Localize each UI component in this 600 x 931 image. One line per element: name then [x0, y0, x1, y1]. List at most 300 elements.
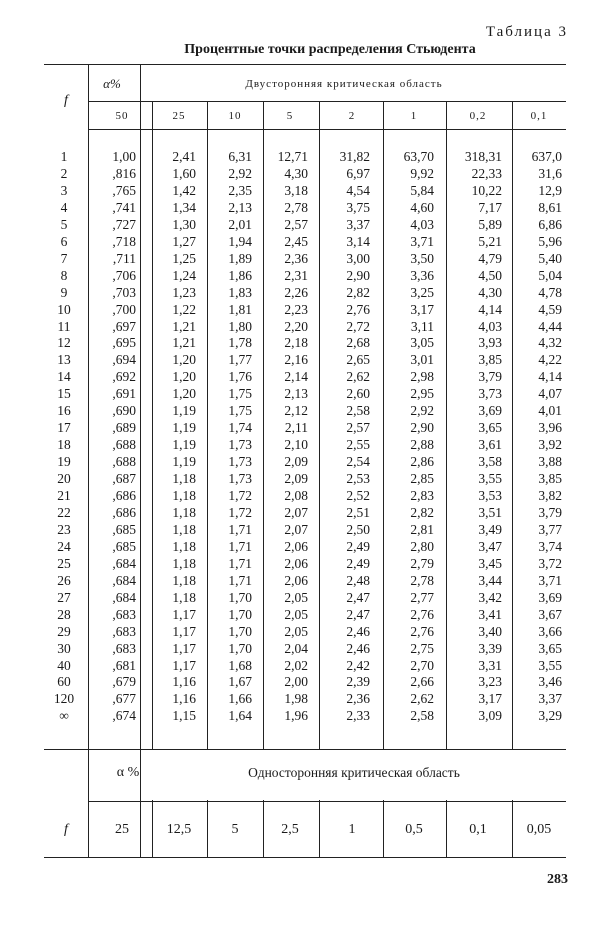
critical-value: 3,65	[538, 640, 562, 656]
critical-value: 2,92	[410, 403, 434, 419]
critical-value: 2,20	[284, 318, 308, 334]
column-divider	[207, 101, 208, 857]
column-divider	[383, 101, 384, 857]
degrees-of-freedom: 28	[57, 606, 71, 622]
critical-value: 2,47	[346, 606, 370, 622]
critical-value: 5,89	[478, 216, 502, 232]
critical-value: 31,82	[339, 149, 370, 164]
critical-value: 3,61	[478, 437, 502, 453]
critical-value: 1,83	[228, 284, 252, 300]
critical-value: 5,04	[538, 267, 562, 283]
degrees-of-freedom: 12	[57, 335, 71, 351]
table-row	[44, 708, 566, 725]
degrees-of-freedom: 13	[57, 352, 71, 368]
critical-value: 3,01	[410, 352, 434, 368]
critical-value: 3,37	[538, 691, 562, 707]
critical-value: 2,10	[284, 437, 308, 453]
degrees-of-freedom: 14	[57, 369, 71, 385]
critical-value: 1,68	[228, 657, 252, 673]
critical-value: ,692	[112, 369, 136, 385]
table-row	[44, 471, 566, 488]
critical-value: 3,40	[478, 623, 502, 639]
critical-value: 3,66	[538, 623, 562, 639]
critical-value: 2,35	[228, 182, 252, 198]
critical-value: 2,88	[410, 437, 434, 453]
critical-value: 2,76	[410, 623, 434, 639]
table-row	[44, 183, 566, 200]
critical-value: ,700	[112, 301, 136, 317]
critical-value: 4,44	[538, 318, 562, 334]
critical-value: 3,71	[410, 233, 434, 249]
critical-value: 2,78	[410, 572, 434, 588]
critical-value: 4,30	[478, 284, 502, 300]
critical-value: ,690	[112, 403, 136, 419]
critical-value: 2,08	[284, 488, 308, 503]
critical-value: 2,72	[346, 318, 370, 334]
level-header: 10	[228, 110, 242, 122]
critical-value: 2,06	[284, 572, 308, 588]
table-row	[44, 674, 566, 691]
critical-value: 2,90	[346, 267, 370, 283]
critical-value: 2,51	[346, 504, 370, 520]
critical-value: 2,58	[346, 403, 370, 419]
critical-value: 2,50	[346, 521, 370, 537]
critical-value: 3,23	[478, 674, 502, 690]
table-row	[44, 200, 566, 217]
critical-value: 2,57	[284, 216, 308, 232]
critical-value: 2,02	[284, 657, 308, 673]
table-row	[44, 319, 566, 336]
critical-value: ,689	[112, 420, 136, 436]
critical-value: 2,83	[410, 488, 434, 503]
critical-value: 2,52	[346, 488, 370, 503]
critical-value: ,697	[112, 318, 136, 334]
degrees-of-freedom: 19	[57, 454, 71, 470]
critical-value: 2,58	[410, 708, 434, 724]
critical-value: 3,85	[538, 471, 562, 487]
critical-value: 1,17	[172, 623, 196, 639]
one-sided-level: 2,5	[281, 822, 299, 837]
critical-value: 1,23	[172, 284, 196, 300]
critical-value: 2,47	[346, 589, 370, 605]
table-row	[44, 437, 566, 454]
critical-value: 3,17	[410, 301, 434, 317]
degrees-of-freedom: 7	[60, 250, 68, 266]
critical-value: 4,03	[410, 216, 434, 232]
header-divider	[88, 129, 566, 130]
critical-value: ,684	[112, 572, 136, 588]
critical-value: 3,53	[478, 488, 502, 503]
f-header: f	[64, 93, 68, 108]
critical-value: 3,55	[538, 657, 562, 673]
table-row	[44, 691, 566, 708]
critical-value: 2,11	[284, 420, 308, 436]
critical-value: 6,31	[228, 149, 252, 164]
critical-value: 1,20	[172, 386, 196, 402]
critical-value: 3,75	[346, 199, 370, 215]
one-sided-level: 5	[231, 822, 239, 837]
table-caption: Таблица 3	[485, 24, 568, 40]
critical-value: 3,79	[478, 369, 502, 385]
critical-value: 2,68	[346, 335, 370, 351]
degrees-of-freedom: 40	[57, 657, 71, 673]
critical-value: 1,19	[172, 403, 196, 419]
critical-value: 3,42	[478, 589, 502, 605]
critical-value: 2,26	[284, 284, 308, 300]
critical-value: 1,71	[228, 538, 252, 554]
critical-value: 637,0	[531, 149, 562, 164]
critical-value: ,674	[112, 708, 136, 724]
critical-value: 2,76	[346, 301, 370, 317]
degrees-of-freedom: 18	[57, 437, 71, 453]
critical-value: 1,66	[228, 691, 252, 707]
table-row	[44, 285, 566, 302]
critical-value: 3,51	[478, 504, 502, 520]
critical-value: 2,62	[410, 691, 434, 707]
degrees-of-freedom: 9	[60, 284, 68, 300]
critical-value: 2,98	[410, 369, 434, 385]
critical-value: 1,17	[172, 606, 196, 622]
critical-value: 2,49	[346, 555, 370, 571]
critical-value: 7,17	[478, 199, 502, 215]
critical-value: 3,39	[478, 640, 502, 656]
critical-value: 2,39	[346, 674, 370, 690]
critical-value: 1,17	[172, 657, 196, 673]
critical-value: 1,19	[172, 454, 196, 470]
level-header: 0,1	[530, 110, 548, 122]
critical-value: 2,42	[346, 657, 370, 673]
critical-value: 1,18	[172, 589, 196, 605]
critical-value: 2,09	[284, 454, 308, 470]
critical-value: 1,60	[172, 165, 196, 181]
critical-value: 2,49	[346, 538, 370, 554]
critical-value: ,706	[112, 267, 136, 283]
critical-value: 3,29	[538, 708, 562, 724]
critical-value: 5,84	[410, 182, 434, 198]
critical-value: 2,05	[284, 606, 308, 622]
critical-value: 4,59	[538, 301, 562, 317]
critical-value: 3,73	[478, 386, 502, 402]
critical-value: 2,31	[284, 267, 308, 283]
critical-value: ,683	[112, 606, 136, 622]
critical-value: 5,40	[538, 250, 562, 266]
critical-value: 2,36	[284, 250, 308, 266]
critical-value: 2,05	[284, 623, 308, 639]
level-header: 2	[348, 110, 356, 122]
critical-value: 3,45	[478, 555, 502, 571]
critical-value: 1,24	[172, 267, 196, 283]
critical-value: 1,70	[228, 589, 252, 605]
page-number: 283	[547, 872, 568, 887]
degrees-of-freedom: 1	[60, 149, 68, 164]
critical-value: 2,81	[410, 521, 434, 537]
table-row	[44, 420, 566, 437]
critical-value: 1,30	[172, 216, 196, 232]
degrees-of-freedom: 60	[57, 674, 71, 690]
critical-value: 3,31	[478, 657, 502, 673]
critical-value: 2,65	[346, 352, 370, 368]
critical-value: 4,60	[410, 199, 434, 215]
table-row	[44, 624, 566, 641]
critical-value: 3,96	[538, 420, 562, 436]
critical-value: 2,33	[346, 708, 370, 724]
critical-value: 2,57	[346, 420, 370, 436]
two-sided-region-label: Двусторонняя критическая область	[245, 78, 443, 90]
critical-value: 2,82	[346, 284, 370, 300]
critical-value: 1,96	[284, 708, 308, 724]
critical-value: 2,16	[284, 352, 308, 368]
table-row	[44, 658, 566, 675]
one-sided-level: 0,05	[526, 822, 552, 837]
critical-value: 4,30	[284, 165, 308, 181]
critical-value: 3,74	[538, 538, 562, 554]
critical-value: 2,13	[228, 199, 252, 215]
degrees-of-freedom: 20	[57, 471, 71, 487]
critical-value: 2,85	[410, 471, 434, 487]
critical-value: 4,54	[346, 182, 370, 198]
critical-value: ,686	[112, 488, 136, 503]
critical-value: 3,55	[478, 471, 502, 487]
critical-value: 1,18	[172, 504, 196, 520]
critical-value: 3,36	[410, 267, 434, 283]
critical-value: 1,17	[172, 640, 196, 656]
table-row	[44, 251, 566, 268]
critical-value: 2,62	[346, 369, 370, 385]
critical-value: 3,49	[478, 521, 502, 537]
critical-value: ,685	[112, 538, 136, 554]
level-header: 5	[286, 110, 294, 122]
critical-value: 63,70	[403, 149, 434, 164]
critical-value: ,684	[112, 589, 136, 605]
level-header: 25	[172, 110, 186, 122]
critical-value: 4,14	[538, 369, 562, 385]
degrees-of-freedom: 4	[60, 199, 68, 215]
degrees-of-freedom: 11	[57, 318, 71, 334]
critical-value: 3,65	[478, 420, 502, 436]
critical-value: 1,42	[172, 182, 196, 198]
critical-value: 2,46	[346, 623, 370, 639]
critical-value: 2,07	[284, 521, 308, 537]
degrees-of-freedom: 29	[57, 623, 71, 639]
critical-value: 2,53	[346, 471, 370, 487]
critical-value: 2,90	[410, 420, 434, 436]
critical-value: ,683	[112, 623, 136, 639]
critical-value: 1,19	[172, 437, 196, 453]
critical-value: ,688	[112, 454, 136, 470]
degrees-of-freedom: 26	[57, 572, 71, 588]
critical-value: 1,76	[228, 369, 252, 385]
critical-value: 4,22	[538, 352, 562, 368]
critical-value: 3,69	[478, 403, 502, 419]
critical-value: 3,00	[346, 250, 370, 266]
degrees-of-freedom: 27	[57, 589, 71, 605]
critical-value: 3,46	[538, 674, 562, 690]
table-row	[44, 403, 566, 420]
critical-value: 2,12	[284, 403, 308, 419]
critical-value: ,703	[112, 284, 136, 300]
critical-value: ,816	[112, 165, 136, 181]
degrees-of-freedom: 8	[60, 267, 68, 283]
critical-value: 1,72	[228, 504, 252, 520]
critical-value: 3,09	[478, 708, 502, 724]
critical-value: 4,32	[538, 335, 562, 351]
critical-value: 1,94	[228, 233, 252, 249]
degrees-of-freedom: 30	[57, 640, 71, 656]
critical-value: 2,66	[410, 674, 434, 690]
critical-value: 2,54	[346, 454, 370, 470]
critical-value: 1,70	[228, 606, 252, 622]
critical-value: 2,70	[410, 657, 434, 673]
critical-value: 2,77	[410, 589, 434, 605]
table-row	[44, 335, 566, 352]
degrees-of-freedom: 23	[57, 521, 71, 537]
critical-value: 2,92	[228, 165, 252, 181]
table-row	[44, 352, 566, 369]
header-divider	[88, 101, 566, 102]
column-divider	[263, 101, 264, 857]
one-sided-level: 0,5	[405, 822, 423, 837]
critical-value: ,718	[112, 233, 136, 249]
critical-value: 3,82	[538, 488, 562, 503]
degrees-of-freedom: 120	[53, 691, 75, 707]
critical-value: 1,98	[284, 691, 308, 707]
critical-value: 3,25	[410, 284, 434, 300]
table-row	[44, 302, 566, 319]
critical-value: 4,79	[478, 250, 502, 266]
footer-f-label: f	[64, 822, 68, 837]
critical-value: 2,36	[346, 691, 370, 707]
critical-value: 2,80	[410, 538, 434, 554]
critical-value: 3,72	[538, 555, 562, 571]
critical-value: ,677	[112, 691, 136, 707]
degrees-of-freedom: 16	[57, 403, 71, 419]
critical-value: 1,77	[228, 352, 252, 368]
critical-value: 1,72	[228, 488, 252, 503]
critical-value: 3,47	[478, 538, 502, 554]
table-row	[44, 607, 566, 624]
table-title: Процентные точки распределения Стьюдента	[184, 42, 476, 57]
critical-value: ,684	[112, 555, 136, 571]
critical-value: 31,6	[538, 165, 562, 181]
critical-value: 3,50	[410, 250, 434, 266]
critical-value: 1,19	[172, 420, 196, 436]
degrees-of-freedom: 10	[57, 301, 71, 317]
critical-value: 1,18	[172, 538, 196, 554]
critical-value: 2,07	[284, 504, 308, 520]
critical-value: 4,03	[478, 318, 502, 334]
column-divider	[152, 101, 153, 857]
critical-value: 2,60	[346, 386, 370, 402]
critical-value: 3,37	[346, 216, 370, 232]
footer-divider	[88, 801, 566, 802]
critical-value: ,695	[112, 335, 136, 351]
critical-value: 4,01	[538, 403, 562, 419]
critical-value: 3,85	[478, 352, 502, 368]
critical-value: 1,20	[172, 352, 196, 368]
critical-value: ,727	[112, 216, 136, 232]
degrees-of-freedom: 22	[57, 504, 71, 520]
critical-value: 1,70	[228, 640, 252, 656]
critical-value: 2,82	[410, 504, 434, 520]
critical-value: 6,86	[538, 216, 562, 232]
critical-value: 1,89	[228, 250, 252, 266]
footer-alpha-label: α %	[116, 765, 140, 780]
degrees-of-freedom: 25	[57, 555, 71, 571]
critical-value: 1,16	[172, 674, 196, 690]
table-row	[44, 539, 566, 556]
critical-value: 1,71	[228, 521, 252, 537]
table-row	[44, 590, 566, 607]
critical-value: 3,17	[478, 691, 502, 707]
table-row	[44, 505, 566, 522]
critical-value: 3,71	[538, 572, 562, 588]
critical-value: 1,16	[172, 691, 196, 707]
critical-value: 1,18	[172, 555, 196, 571]
level-header: 0,2	[469, 110, 487, 122]
critical-value: 1,21	[172, 318, 196, 334]
degrees-of-freedom: 6	[60, 233, 68, 249]
critical-value: 3,58	[478, 454, 502, 470]
critical-value: 1,71	[228, 572, 252, 588]
critical-value: 1,86	[228, 267, 252, 283]
degrees-of-freedom: 5	[60, 216, 68, 232]
critical-value: ,686	[112, 504, 136, 520]
critical-value: 2,48	[346, 572, 370, 588]
table-row	[44, 454, 566, 471]
critical-value: 3,44	[478, 572, 502, 588]
critical-value: 2,75	[410, 640, 434, 656]
critical-value: 2,45	[284, 233, 308, 249]
critical-value: 2,06	[284, 555, 308, 571]
critical-value: 2,00	[284, 674, 308, 690]
degrees-of-freedom: 17	[57, 420, 71, 436]
one-sided-level: 0,1	[469, 822, 487, 837]
one-sided-region-label: Односторонняя критическая область	[248, 765, 460, 780]
critical-value: 4,14	[478, 301, 502, 317]
critical-value: 3,77	[538, 521, 562, 537]
critical-value: ,765	[112, 182, 136, 198]
level-header: 1	[410, 110, 418, 122]
critical-value: 1,78	[228, 335, 252, 351]
critical-value: 4,07	[538, 386, 562, 402]
critical-value: 1,22	[172, 301, 196, 317]
critical-value: ,679	[112, 674, 136, 690]
critical-value: ,711	[112, 250, 136, 266]
critical-value: 3,93	[478, 335, 502, 351]
critical-value: 2,78	[284, 199, 308, 215]
critical-value: 1,21	[172, 335, 196, 351]
table-row	[44, 217, 566, 234]
degrees-of-freedom: 2	[60, 165, 68, 181]
critical-value: ,683	[112, 640, 136, 656]
critical-value: 3,69	[538, 589, 562, 605]
one-sided-level: 25	[115, 822, 129, 837]
critical-value: ,741	[112, 199, 136, 215]
critical-value: 1,73	[228, 437, 252, 453]
critical-value: 2,01	[228, 216, 252, 232]
critical-value: 3,92	[538, 437, 562, 453]
critical-value: 2,09	[284, 471, 308, 487]
critical-value: 9,92	[410, 165, 434, 181]
critical-value: 3,14	[346, 233, 370, 249]
critical-value: 2,79	[410, 555, 434, 571]
critical-value: 1,25	[172, 250, 196, 266]
critical-value: 1,74	[228, 420, 252, 436]
table-row	[44, 166, 566, 183]
table-row	[44, 268, 566, 285]
critical-value: 2,55	[346, 437, 370, 453]
degrees-of-freedom: 15	[57, 386, 71, 402]
